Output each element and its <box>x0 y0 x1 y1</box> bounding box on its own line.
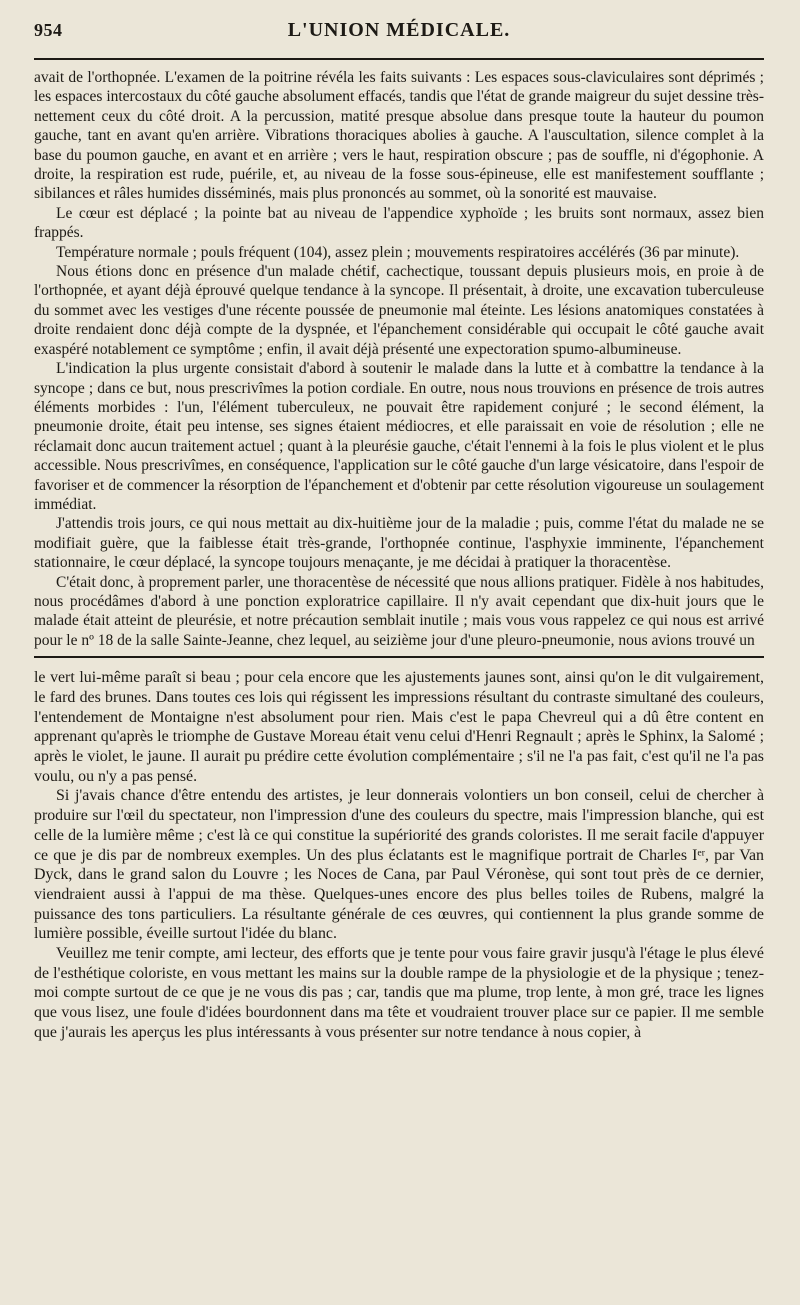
article-paragraph: C'était donc, à proprement parler, une thoracentèse de nécessité que nous allions pratiquer. Fidèle à nos habitudes, nous procédâmes d'abord à une ponction exploratrice capillaire. Il n'y avait cependant que dix-huit jours que le malade était atteint de pleurésie, et notre précaution semblait inutile ; mais vous vous rappelez ce qui nous est arrivé pour le nº 18 de la salle Sainte-Jeanne, chez lequel, au seizième jour d'une pleuro-pneumonie, nous avions trouvé un <box>34 573 764 649</box>
article-paragraph: Le cœur est déplacé ; la pointe bat au niveau de l'appendice xyphoïde ; les bruits sont normaux, assez bien frappés. <box>34 204 764 242</box>
page-header <box>34 16 764 44</box>
feuilleton-column <box>34 668 764 1042</box>
article-paragraph: Température normale ; pouls fréquent (104), assez plein ; mouvements respiratoires accélérés (36 par minute). <box>56 243 740 261</box>
clinical-article <box>34 68 764 650</box>
article-paragraph: J'attendis trois jours, ce qui nous mettait au dix-huitième jour de la maladie ; puis, comme l'état du malade ne se modifiait guère, que la faiblesse était très-grande, l'orthopnée continue, l'asphyxie imminente, l'épanchement stationnaire, le cœur déplacé, la syncope toujours menaçante, je me décidai à pratiquer la thoracentèse. <box>34 515 764 572</box>
article-paragraph: Nous étions donc en présence d'un malade chétif, cachectique, toussant depuis plusieurs mois, en proie à de l'orthopnée, et ayant déjà éprouvé quelque tendance à la syncope. Il présentait, à droite, une excavation tuberculeuse du sommet avec les vestiges d'une récente poussée de pneumonie mal éteinte. Les lésions anatomiques constatées à droite rendaient donc déjà compte de la dyspnée, et l'épanchement considérable qui occupait le côté gauche avait exaspéré notablement ce symptôme ; enfin, il avait déjà présenté une expectoration spumo-albumineuse. <box>34 263 764 358</box>
page-number: 954 <box>34 20 63 40</box>
feuilleton-paragraph: Si j'avais chance d'être entendu des artistes, je leur donnerais volontiers un bon conseil, celui de chercher à produire sur l'œil du spectateur, non l'impression d'une des couleurs du spectre, mais l'impression blanche, qui est celle de la lumière même ; c'est là ce qui constitue la supériorité des grands coloristes. Il me serait facile d'appuyer ce que je dis par de nombreux exemples. Un des plus éclatants est le magnifique portrait de Charles Iᵉʳ, par Van Dyck, dans le grand salon du Louvre ; les Noces de Cana, par Paul Véronèse, qui sont tout près de ce dernier, viendraient aussi à l'appui de ma thèse. Quelques-unes encore des plus belles toiles de Rubens, malgré la puissance des tons particuliers. La résultante générale de ces œuvres, qui contiennent la plus grande somme de lumière possible, éveille surtout l'idée du blanc. <box>34 787 764 943</box>
feuilleton-divider <box>34 656 764 658</box>
article-paragraph: avait de l'orthopnée. L'examen de la poitrine révéla les faits suivants : Les espaces sous-claviculaires sont déprimés ; les espaces intercostaux du côté gauche absolument effacés, tandis que l'état de grande maigreur du sujet dessine très-nettement ceux du côté droit. A la percussion, matité presque absolue dans presque toute la hauteur du poumon gauche, tant en avant qu'en arrière. Vibrations thoraciques abolies à gauche. A l'auscultation, silence complet à la base du poumon gauche, en avant et en arrière ; vers le haut, respiration obscure ; pas de souffle, ni d'égophonie. A droite, la respiration est rude, puérile, et, au niveau de la fosse sous-épineuse, elle est manifestement soufflante ; sibilances et râles humides disséminés, mais plus prononcés au sommet, où la sonorité est mauvaise. <box>34 69 764 203</box>
running-title: L'UNION MÉDICALE. <box>287 19 511 41</box>
feuilleton-paragraph: Veuillez me tenir compte, ami lecteur, des efforts que je tente pour vous faire gravir jusqu'à l'étage le plus élevé de l'esthétique coloriste, en vous mettant les mains sur la double rampe de la physiologie et de la physique ; tenez-moi compte surtout de ce que je ne vous dis pas ; car, tandis que ma plume, trop lente, à mon gré, trace les lignes que vous lisez, une foule d'idées bourdonnent dans ma tête et voudraient trouver place sur ce papier. Il me semble que j'aurais les aperçus les plus intéressants à vous présenter sur notre tendance à nous copier, à <box>34 945 764 1041</box>
header-rule <box>34 58 764 60</box>
article-paragraph: L'indication la plus urgente consistait d'abord à soutenir le malade dans la lutte et à combattre la tendance à la syncope ; dans ce but, nous prescrivîmes la potion cordiale. En outre, nous nous trouvions en présence de trois autres éléments morbides : l'un, l'élément tuberculeux, ne pouvait être rapidement conjuré ; le second élément, la pneumonie droite, était peu intense, ses signes étaient médiocres, et elle paraissait en voie de résolution ; elle ne réclamait donc aucun traitement actuel ; quant à la pleurésie gauche, c'était l'ennemi à la fois le plus violent et le plus accessible. Nous prescrivîmes, en conséquence, l'application sur le côté gauche d'un large vésicatoire, dans l'espoir de favoriser et de commencer la résorption de l'épanchement et d'obtenir par cette résolution vigoureuse un soulagement immédiat. <box>34 360 764 513</box>
feuilleton-paragraph: le vert lui-même paraît si beau ; pour cela encore que les ajustements jaunes sont, ainsi qu'on le dit vulgairement, le fard des brunes. Dans toutes ces lois qui régissent les impressions résultant du contraste simultané des couleurs, l'entendement de Montaigne n'est absolument pour rien. Mais c'est le papa Chevreul qui a dû être content en apprenant qu'après le triomphe de Gustave Moreau était venu celui d'Henri Regnault ; après le Sphinx, la Salomé ; après le violet, le jaune. Il aurait pu prédire cette évolution complémentaire ; s'il ne l'a pas fait, c'est qu'il ne l'a pas voulu, ou n'y a pas pensé. <box>34 669 764 785</box>
